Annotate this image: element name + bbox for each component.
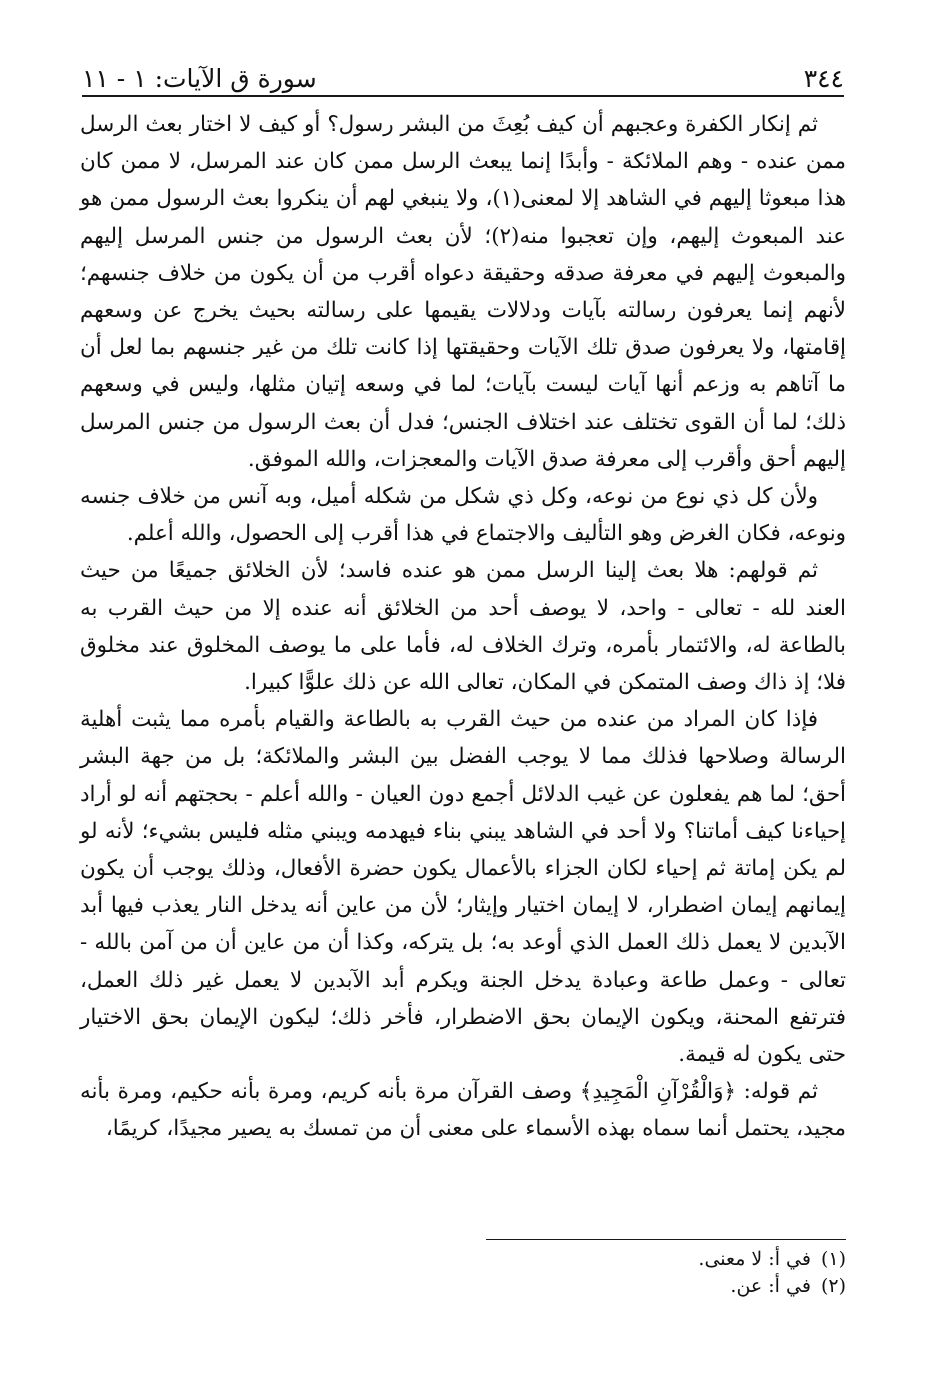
page-number: ٣٤٤: [803, 64, 844, 93]
footnotes: [400, 1246, 846, 1300]
footnote-marker: (١): [820, 1248, 846, 1270]
paragraph: فإذا كان المراد من عنده من حيث القرب به بالطاعة والقيام بأمره مما يثبت أهلية الرسالة وصلاحها فذلك مما لا يوجب الفضل بين البشر والملائكة؛ بل من جهة البشر أحق؛ لما هم يفعلون عن غيب الدلائل أجمع دون العيان - والله أعلم - بحجتهم أنه لو أراد إحياءنا كيف أماتنا؟ ولا أحد في الشاهد يبني بناء فيهدمه ويبني مثله فليس بشيء؛ لأنه لو لم يكن إماتة ثم إحياء لكان الجزاء بالأعمال يكون حضرة الأفعال، وذلك يوجب أن يكون إيمانهم إيمان اضطرار، لا إيمان اختيار وإيثار؛ لأن من عاين أنه يدخل النار يعذب فيها أبد الآبدين لا يعمل ذلك العمل الذي أوعد به؛ بل يتركه، وكذا أن من عاين أن من آمن بالله - تعالى - وعمل طاعة وعبادة يدخل الجنة ويكرم أبد الآبدين لا يعمل غير ذلك العمل، فترتفع المحنة، ويكون الإيمان بحق الاضطرار، فأخر ذلك؛ ليكون الإيمان بحق الاختيار حتى يكون له قيمة.: [80, 707, 846, 1068]
header-rule: [82, 95, 844, 97]
footnote-text: في أ: عن.: [730, 1275, 811, 1297]
page-header: [82, 52, 844, 96]
footnote-marker: (٢): [820, 1275, 846, 1297]
main-text: [80, 106, 846, 1148]
paragraph: ولأن كل ذي نوع من نوعه، وكل ذي شكل من شكله أميل، وبه آنس من خلاف جنسه ونوعه، فكان الغرض وهو التأليف والاجتماع في هذا أقرب إلى الحصول، والله أعلم.: [80, 484, 846, 547]
footnote: [400, 1246, 846, 1273]
footnote-rule: [486, 1239, 846, 1240]
footnote: [400, 1273, 846, 1300]
paragraph: ثم إنكار الكفرة وعجبهم أن كيف بُعِثَ من البشر رسول؟ أو كيف لا اختار بعث الرسل ممن عنده - وهم الملائكة - وأبدًا إنما يبعث الرسل ممن كان عند المرسل، لا ممن كان هذا مبعوثا إليهم في الشاهد إلا لمعنى(١)، ولا ينبغي لهم أن ينكروا بعث الرسول ممن هو عند المبعوث إليهم، وإن تعجبوا منه(٢)؛ لأن بعث الرسول من جنس المرسل إليهم والمبعوث إليهم في معرفة صدقه وحقيقة دعواه أقرب من أن يكون من خلاف جنسهم؛ لأنهم إنما يعرفون رسالته بآيات ودلالات يقيمها على رسالته بحيث يخرج عن وسعهم إقامتها، ولا يعرفون صدق تلك الآيات وحقيقتها إذا كانت تلك من غير جنسهم بما لعل أن ما آتاهم به وزعم أنها آيات ليست بآيات؛ لما في وسعه إتيان مثلها، وليس في وسعهم ذلك؛ لما أن القوى تختلف عند اختلاف الجنس؛ فدل أن بعث الرسول من جنس المرسل إليهم أحق وأقرب إلى معرفة صدق الآيات والمعجزات، والله الموفق.: [80, 112, 846, 472]
paragraph: ثم قوله: ﴿وَالْقُرْآنِ الْمَجِيدِ﴾ وصف القرآن مرة بأنه كريم، ومرة بأنه حكيم، ومرة بأنه مجيد، يحتمل أنما سماه بهذه الأسماء على معنى أن من تمسك به يصير مجيدًا، كريمًا،: [80, 1079, 846, 1142]
footnote-text: في أ: لا معنى.: [698, 1248, 811, 1270]
paragraph: ثم قولهم: هلا بعث إلينا الرسل ممن هو عنده فاسد؛ لأن الخلائق جميعًا من حيث العند لله - تعالى - واحد، لا يوصف أحد من الخلائق أنه عنده إلا من حيث القرب به بالطاعة له، والائتمار بأمره، وترك الخلاف له، فأما على ما يوصف المخلوق عند مخلوق فلا؛ إذ ذاك وصف المتمكن في المكان، تعالى الله عن ذلك علوًّا كبيرا.: [80, 558, 846, 696]
running-title: سورة ق الآيات: ١ - ١١: [82, 64, 317, 93]
